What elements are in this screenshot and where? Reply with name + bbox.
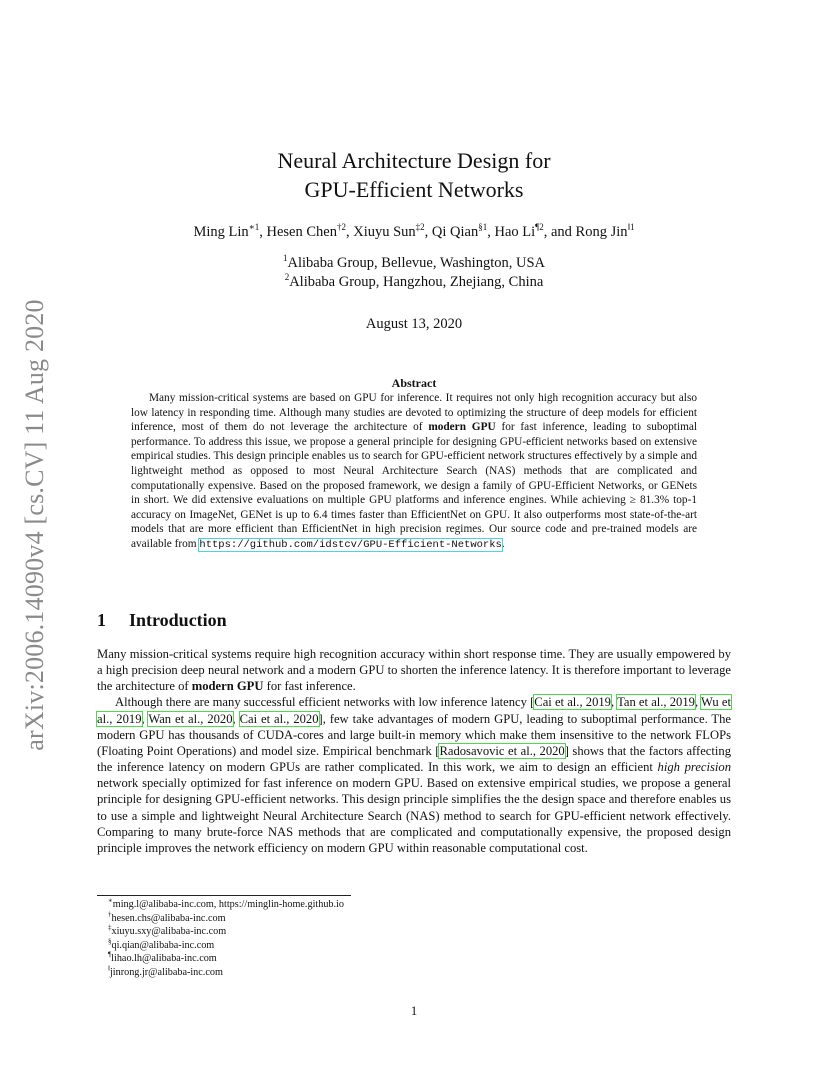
affiliation-mark: 1 <box>282 253 288 264</box>
footnote-mark: ∗ <box>108 896 113 905</box>
citation-link[interactable]: Wu et al., 2019 <box>97 695 731 726</box>
footnote <box>108 925 344 939</box>
footnote <box>108 952 344 966</box>
footnote <box>108 939 344 953</box>
author-mark: ‖1 <box>627 222 635 233</box>
abstract-text: for fast inference, leading to suboptimal performance. To address this issue, we propose a general principle for designing GPU-efficient networks based on extensive empirical studies. This design principle enables us to search for GPU-efficient network structures effectively by a simple and lightweight method as opposed to most Neural Architecture Search (NAS) methods that are complicated and computationally expensive. Based on the proposed framework, we design a family of GPU-Efficient Networks, or GENets in short. We did extensive evaluations on multiple GPU platforms and inference engines. While achieving ≥ 81.3% top-1 accuracy on ImageNet, GENet is up to 6.4 times faster than EfficientNet on GPU. It also outperforms most state-of-the-art models that are more efficient than EfficientNet in high precision regimes. Our source code and pre-trained models are available from <box>131 421 698 550</box>
abstract-heading: Abstract <box>391 376 437 390</box>
footnote-mark: ¶ <box>108 950 112 959</box>
abstract-paragraph <box>131 391 697 553</box>
footnote <box>108 898 344 912</box>
author-list: Ming Lin$^{∗1}$, Hesen Chen$^{\dagger 2}$, Xiuyu Sun$^{\ddagger 2}$, Qi Qian$^{\S 1}$, Hao Li$^{\P 2}$, and Rong Jin$^{‖1}$ <box>193 222 635 240</box>
citation-separator: , <box>141 711 149 726</box>
title-line-2: GPU-Efficient Networks <box>304 177 524 202</box>
page-number: 1 <box>410 1004 418 1018</box>
abstract-bold-text: modern GPU <box>428 421 496 434</box>
affiliations <box>0 254 828 292</box>
footnote-text: hesen.chs@alibaba-inc.com <box>111 912 226 924</box>
github-link[interactable]: https://github.com/idstcv/GPU-Efficient-Networks <box>199 538 502 551</box>
body-text: Many mission-critical systems require high recognition accuracy within short response time. They are usually empowered by a high precision deep neural network and a modern GPU to shorten the inference latency. It is therefore important to leverage the architecture of <box>97 647 731 694</box>
footnote-text: qi.qian@alibaba-inc.com <box>111 939 215 951</box>
citation-link[interactable]: Tan et al., 2019 <box>617 695 695 710</box>
footnote-mark: † <box>108 910 112 919</box>
author-mark: §1 <box>478 222 488 233</box>
citation-link[interactable]: Wan et al., 2020 <box>148 711 233 726</box>
affiliation-mark: 2 <box>284 272 290 283</box>
author-name: Ming Lin <box>193 224 249 240</box>
introduction-body <box>97 646 731 856</box>
paper-title <box>0 146 828 204</box>
citation-link[interactable]: Radosavovic et al., 2020 <box>439 743 565 758</box>
author-name: Qi Qian <box>431 224 479 240</box>
body-bold-text: modern GPU <box>191 679 264 694</box>
author-name: Xiuyu Sun <box>353 224 416 240</box>
author-name: Rong Jin <box>575 224 628 240</box>
citation-link[interactable]: Cai et al., 2020 <box>239 711 319 726</box>
affiliation-text: Alibaba Group, Bellevue, Washington, USA <box>287 255 546 271</box>
citation-separator: , <box>232 711 240 726</box>
abstract-body <box>131 391 697 553</box>
intro-paragraph-2 <box>97 694 731 856</box>
author-mark: ∗1 <box>248 222 260 233</box>
paper-date: August 13, 2020 <box>365 316 463 332</box>
author-name: Hesen Chen <box>266 224 337 240</box>
abstract-text: Many mission-critical systems are based on GPU for inference. It requires not only high recognition accuracy but also low latency in responding time. Although many studies are devoted to optimizing the structure of deep models for efficient inference, most of them do not leverage the architecture of <box>131 392 697 434</box>
title-line-1: Neural Architecture Design for <box>277 148 551 173</box>
body-text: network specially optimized for fast inference on modern GPU. Based on extensive empirical studies, we propose a general principle for designing GPU-efficient networks. This design principle simplifies the the design space and therefore enables us to use a simple and lightweight Neural Architecture Search (NAS) method to search for GPU-efficient network effectively. Comparing to many brute-force NAS methods that are complicated and computationally expensive, the proposed design principle improves the network efficiency on modern GPU within reasonable computational cost. <box>97 776 731 855</box>
footnote <box>108 966 344 980</box>
citation-link[interactable]: Cai et al., 2019 <box>534 695 611 710</box>
body-text: ], few take advantages of modern GPU, leading to suboptimal performance. The modern GPU has thousands of CUDA-cores and large built-in memory which make them insensitive to the network FLOPs (Floating Point Operations) and model size. Empirical benchmark [ <box>97 711 732 758</box>
affiliation-text: Alibaba Group, Hangzhou, Zhejiang, China <box>289 274 544 290</box>
footnote-mark: ‡ <box>108 923 112 932</box>
arxiv-id: arXiv:2006.14090v4 [cs.CV] 11 Aug 2020 <box>20 299 49 751</box>
footnote-text: lihao.lh@alibaba-inc.com <box>111 953 217 964</box>
footnote-text: jinrong.jr@alibaba-inc.com <box>109 966 223 978</box>
abstract-period: . <box>501 537 505 550</box>
footnotes <box>108 898 344 979</box>
affiliation <box>0 254 828 273</box>
footnote <box>108 912 344 926</box>
section-number: 1 <box>97 610 106 630</box>
author-name: Hao Li <box>494 224 536 240</box>
author-mark: ‡2 <box>415 222 425 233</box>
body-text: Although there are many successful efficient networks with low inference latency [ <box>115 695 535 710</box>
intro-paragraph-1 <box>97 646 731 694</box>
footnote-rule <box>97 895 351 896</box>
author-mark: †2 <box>336 222 346 233</box>
affiliation <box>0 273 828 292</box>
citation-separator: , <box>610 695 618 710</box>
body-text: for fast inference. <box>266 679 356 694</box>
citation-separator: , <box>694 695 702 710</box>
arxiv-sidebar <box>20 290 50 760</box>
body-italic-text: high precision <box>657 760 731 775</box>
footnote-text: xiuyu.sxy@alibaba-inc.com <box>111 926 227 937</box>
body-text: ] shows that the factors affecting the inference latency on modern GPUs are rather complicated. In this work, we aim to design an efficient <box>97 743 731 775</box>
section-title: Introduction <box>129 610 227 630</box>
author-mark: ¶2 <box>535 222 544 233</box>
footnote-mark: § <box>108 937 112 946</box>
footnote-text: ming.l@alibaba-inc.com, https://minglin-home.github.io <box>112 899 344 910</box>
section-heading <box>97 610 227 631</box>
footnote-mark: ‖ <box>108 964 110 973</box>
